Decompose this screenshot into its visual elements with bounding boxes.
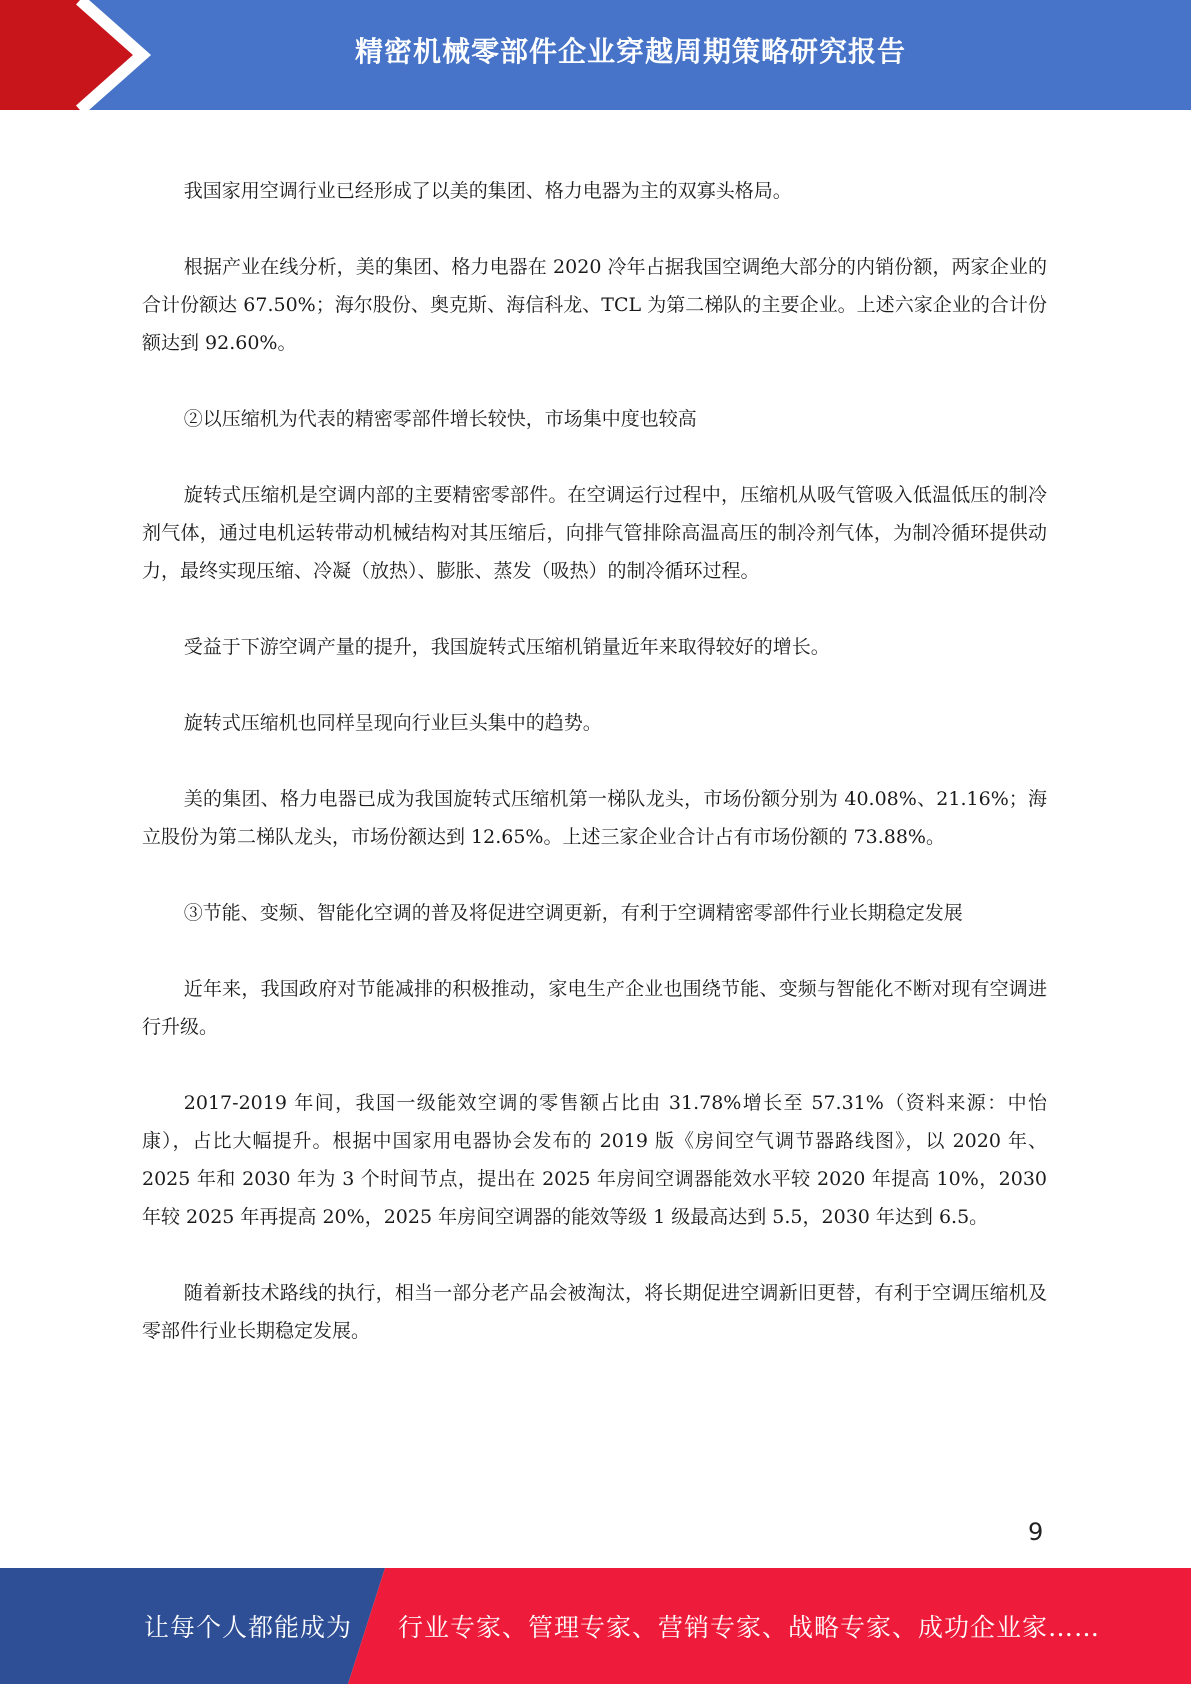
page-number: 9	[1028, 1518, 1044, 1546]
header-banner	[0, 0, 1191, 110]
footer-slogan-left: 让每个人都能成为	[144, 1613, 353, 1642]
report-title: 精密机械零部件企业穿越周期策略研究报告	[354, 35, 906, 68]
paragraph-compressor-growth: 受益于下游空调产量的提升，我国旋转式压缩机销量近年来取得较好的增长。	[183, 636, 830, 658]
section-heading-compressor: ②以压缩机为代表的精密零部件增长较快，市场集中度也较高	[183, 408, 697, 430]
paragraph-efficiency-roadmap: 2017-2019 年间，我国一级能效空调的零售额占比由 31.78%增长至 57.31%（资料来源：中怡康），占比大幅提升。根据中国家用电器协会发布的 2019 版《房间空气调节器路线图》，以 2020 年、2025 年和 2030 年为 3 个时间节点，提出在 2025 年房间空调器能效水平较 2020 年提高 10%，2030 年较 2025 年再提高 20%，2025 年房间空调器的能效等级 1 级最高达到 5.5，2030 年达到 6.5。	[142, 1092, 1047, 1228]
article-body	[142, 172, 1047, 1388]
paragraph-compressor-function: 旋转式压缩机是空调内部的主要精密零部件。在空调运行过程中，压缩机从吸气管吸入低温低压的制冷剂气体，通过电机运转带动机械结构对其压缩后，向排气管排除高温高压的制冷剂气体，为制冷循环提供动力，最终实现压缩、冷凝（放热）、膨胀、蒸发（吸热）的制冷循环过程。	[142, 484, 1047, 582]
footer-slogan-right: 行业专家、管理专家、营销专家、战略专家、成功企业家……	[398, 1613, 1101, 1642]
paragraph-market-share: 根据产业在线分析，美的集团、格力电器在 2020 冷年占据我国空调绝大部分的内销份额，两家企业的合计份额达 67.50%；海尔股份、奥克斯、海信科龙、TCL 为第二梯队的主要企业。上述六家企业的合计份额达到 92.60%。	[142, 256, 1047, 354]
paragraph-compressor-share: 美的集团、格力电器已成为我国旋转式压缩机第一梯队龙头，市场份额分别为 40.08%、21.16%；海立股份为第二梯队龙头，市场份额达到 12.65%。上述三家企业合计占有市场份额的 73.88%。	[142, 788, 1047, 848]
paragraph-concentration: 旋转式压缩机也同样呈现向行业巨头集中的趋势。	[183, 712, 602, 734]
paragraph-replacement: 随着新技术路线的执行，相当一部分老产品会被淘汰，将长期促进空调新旧更替，有利于空调压缩机及零部件行业长期稳定发展。	[142, 1282, 1047, 1342]
footer-banner	[0, 1568, 1191, 1684]
paragraph-policy: 近年来，我国政府对节能减排的积极推动，家电生产企业也围绕节能、变频与智能化不断对现有空调进行升级。	[142, 978, 1047, 1038]
paragraph-duopoly: 我国家用空调行业已经形成了以美的集团、格力电器为主的双寡头格局。	[183, 180, 792, 202]
section-heading-energy-saving: ③节能、变频、智能化空调的普及将促进空调更新，有利于空调精密零部件行业长期稳定发展	[183, 902, 963, 924]
